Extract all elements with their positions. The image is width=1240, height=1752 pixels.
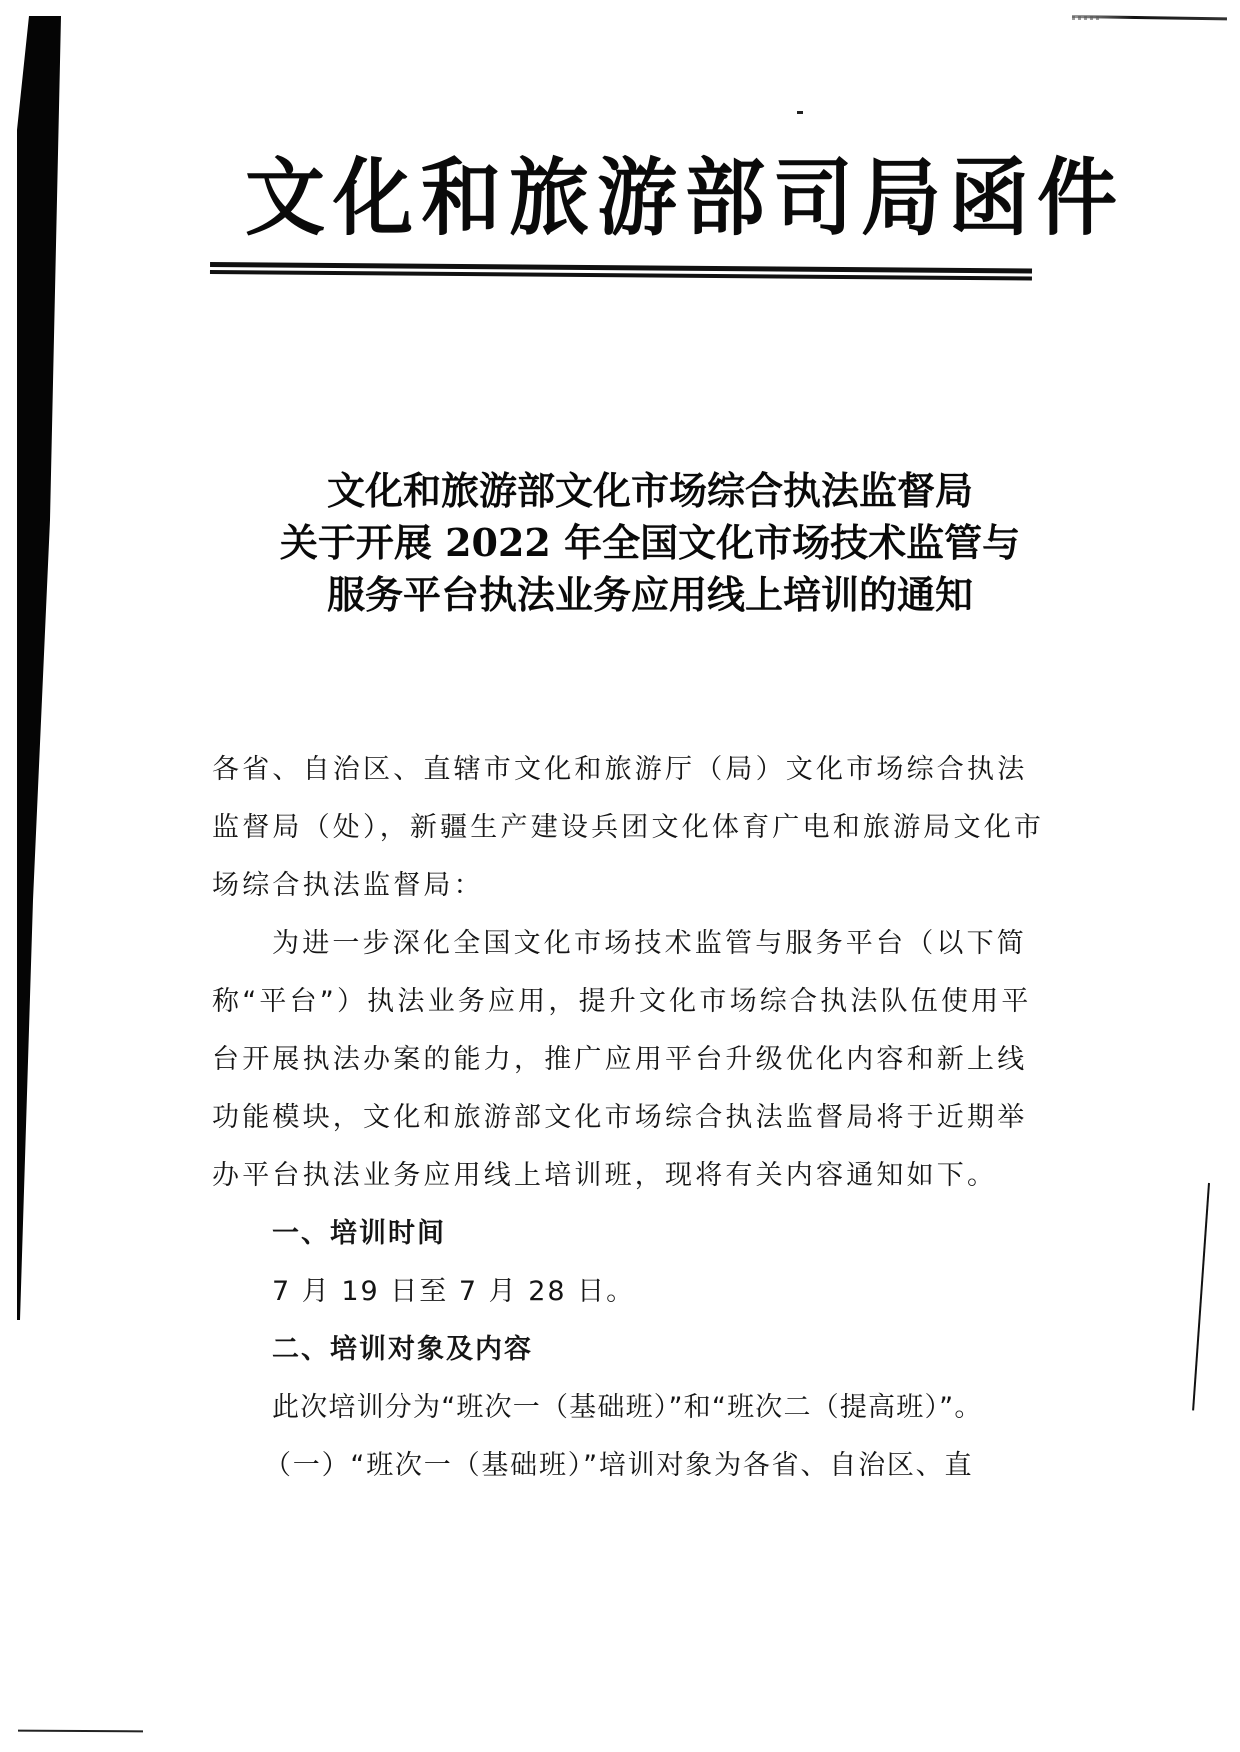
scan-artifact-dots xyxy=(1072,16,1102,20)
document-title-line: 文化和旅游部文化市场综合执法监督局 xyxy=(326,468,973,513)
training-dates: 7 月 19 日至 7 月 28 日。 xyxy=(272,1276,636,1307)
paragraph-line: 台开展执法办案的能力，推广应用平台升级优化内容和新上线 xyxy=(212,1044,1028,1075)
salutation-line: 各省、自治区、直辖市文化和旅游厅（局）文化市场综合执法 xyxy=(212,754,1028,785)
scan-edge-shadow xyxy=(0,0,70,1330)
scan-artifact-footer-line xyxy=(18,1730,143,1733)
document-title xyxy=(200,465,1100,621)
paragraph-line: 办平台执法业务应用线上培训班，现将有关内容通知如下。 xyxy=(212,1160,998,1191)
scan-speck xyxy=(797,111,803,114)
letterhead-title: 文化和旅游部司局函件 xyxy=(245,148,1125,248)
document-body xyxy=(212,741,1092,1495)
section-training-time xyxy=(212,1205,1092,1321)
intro-paragraph xyxy=(212,915,1092,1205)
section-training-target xyxy=(212,1321,1092,1495)
document-title-line: 服务平台执法业务应用线上培训的通知 xyxy=(326,572,973,617)
paragraph-line: （一）“班次一（基础班）”培训对象为各省、自治区、直 xyxy=(264,1450,974,1481)
section-heading: 二、培训对象及内容 xyxy=(272,1334,533,1365)
paragraph-line: 为进一步深化全国文化市场技术监管与服务平台（以下简 xyxy=(272,928,1027,959)
salutation xyxy=(212,741,1092,915)
document-title-line: 关于开展 2022 年全国文化市场技术监管与 xyxy=(279,520,1021,565)
paragraph-line: 此次培训分为“班次一（基础班）”和“班次二（提高班）”。 xyxy=(272,1392,983,1423)
paragraph-line: 称“平台”）执法业务应用，提升文化市场综合执法队伍使用平 xyxy=(212,986,1032,1017)
scan-edge-line xyxy=(1192,1183,1210,1411)
paragraph-line: 功能模块，文化和旅游部文化市场综合执法监督局将于近期举 xyxy=(212,1102,1028,1133)
salutation-line: 监督局（处），新疆生产建设兵团文化体育广电和旅游局文化市 xyxy=(212,812,1045,843)
letterhead-double-rule xyxy=(210,262,1032,282)
section-heading: 一、培训时间 xyxy=(272,1218,446,1249)
salutation-line: 场综合执法监督局： xyxy=(212,870,484,901)
